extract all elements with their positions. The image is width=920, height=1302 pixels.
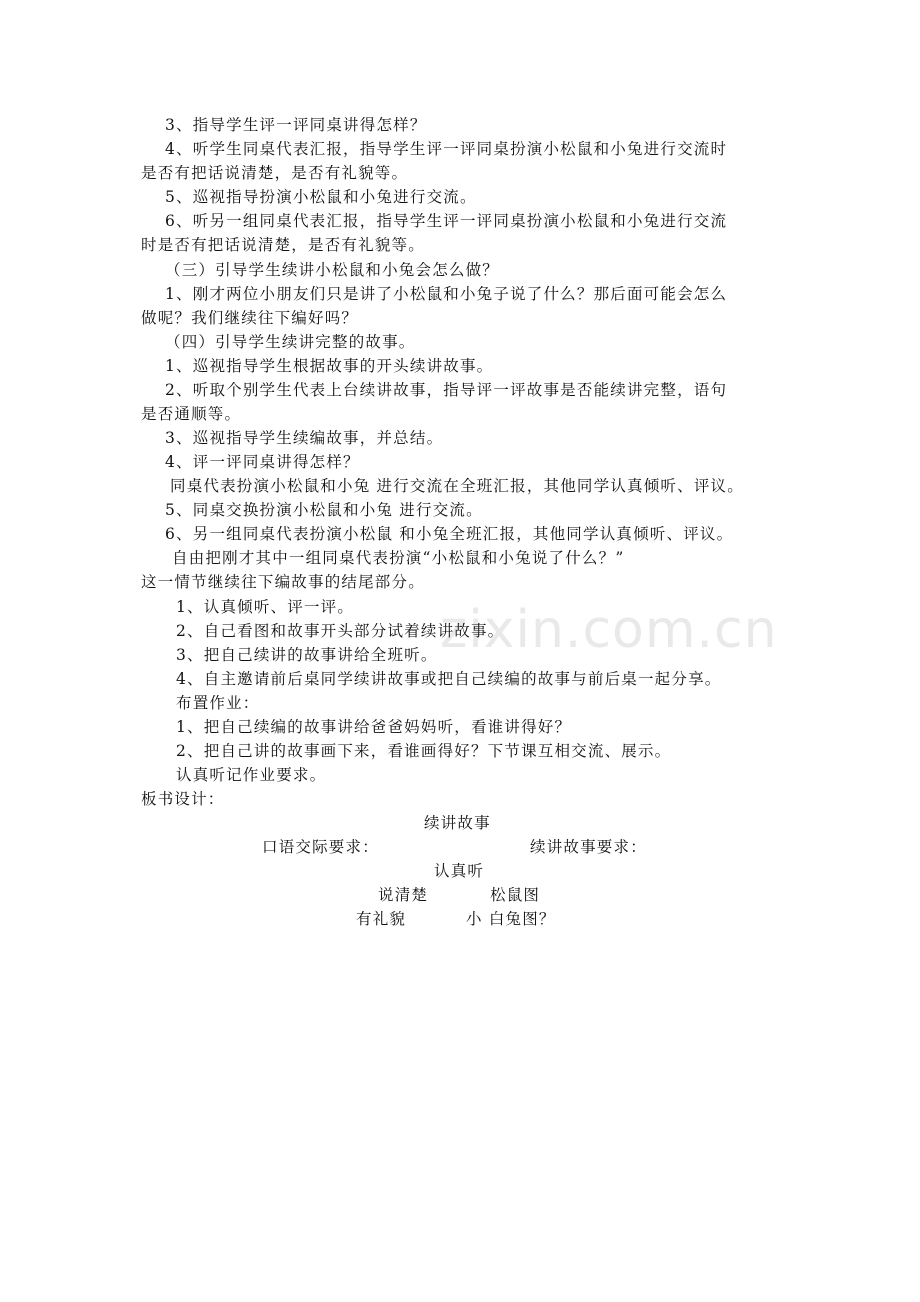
text-line: 做呢？我们继续往下编好吗？ — [141, 309, 359, 327]
text-line: 5、巡视指导扮演小松鼠和小兔进行交流。 — [165, 188, 477, 206]
text-line: 2、把自己讲的故事画下来，看谁画得好？下节课互相交流、展示。 — [176, 742, 672, 760]
text-line: 4、自主邀请前后桌同学续讲故事或把自己续编的故事与前后桌一起分享。 — [176, 670, 722, 688]
board-row-1: 认真听 — [434, 862, 485, 880]
text-line: 4、听学生同桌代表汇报，指导学生评一评同桌扮演小松鼠和小兔进行交流时 — [165, 140, 728, 158]
text-line: 这一情节继续往下编故事的结尾部分。 — [141, 573, 425, 591]
board-row-3-right: 小 白兔图？ — [466, 910, 556, 928]
text-line: 5、同桌交换扮演小松鼠和小兔 进行交流。 — [165, 501, 483, 519]
board-row-2-left: 说清楚 — [378, 886, 429, 904]
text-line: 6、听另一组同桌代表汇报，指导学生评一评同桌扮演小松鼠和小兔进行交流 — [165, 212, 728, 230]
text-line: 6、另一组同桌代表扮演小松鼠 和小兔全班汇报，其他同学认真倾听、评议。 — [165, 525, 734, 543]
board-row-2-right: 松鼠图 — [490, 886, 541, 904]
board-row-3-left: 有礼貌 — [356, 910, 407, 928]
text-line: 1、把自己续编的故事讲给爸爸妈妈听，看谁讲得好？ — [176, 718, 572, 736]
text-line: 是否通顺等。 — [141, 405, 242, 423]
text-line: 2、听取个别学生代表上台续讲故事，指导评一评故事是否能续讲完整，语句 — [165, 381, 728, 399]
text-line: 同桌代表扮演小松鼠和小兔 进行交流在全班汇报，其他同学认真倾听、评议。 — [170, 477, 744, 495]
text-line: 1、刚才两位小朋友们只是讲了小松鼠和小兔子说了什么？那后面可能会怎么 — [165, 285, 728, 303]
board-left-heading: 口语交际要求： — [262, 838, 379, 856]
text-line: 自由把刚才其中一组同桌代表扮演“小松鼠和小兔说了什么？” — [172, 549, 625, 567]
text-line: 1、认真倾听、评一评。 — [176, 598, 355, 616]
text-line: 3、巡视指导学生续编故事，并总结。 — [165, 429, 444, 447]
text-line: 认真听记作业要求。 — [176, 766, 327, 784]
text-line: 3、指导学生评一评同桌讲得怎样？ — [165, 116, 427, 134]
text-line: 3、把自己续讲的故事讲给全班听。 — [176, 646, 438, 664]
text-line: 时是否有把话说清楚，是否有礼貌等。 — [141, 236, 425, 254]
section-heading: 布置作业： — [176, 694, 260, 712]
text-line: 4、评一评同桌讲得怎样？ — [165, 453, 360, 471]
board-title: 续讲故事 — [424, 814, 491, 832]
section-heading: 板书设计： — [141, 790, 225, 808]
text-line: 是否有把话说清楚，是否有礼貌等。 — [141, 164, 409, 182]
section-heading: （三）引导学生续讲小松鼠和小兔会怎么做？ — [165, 261, 500, 279]
section-heading: （四）引导学生续讲完整的故事。 — [165, 333, 416, 351]
text-line: 2、自己看图和故事开头部分试着续讲故事。 — [176, 622, 505, 640]
watermark: zixin.com.cn — [440, 600, 778, 660]
board-right-heading: 续讲故事要求： — [530, 838, 647, 856]
text-line: 1、巡视指导学生根据故事的开头续讲故事。 — [165, 357, 494, 375]
